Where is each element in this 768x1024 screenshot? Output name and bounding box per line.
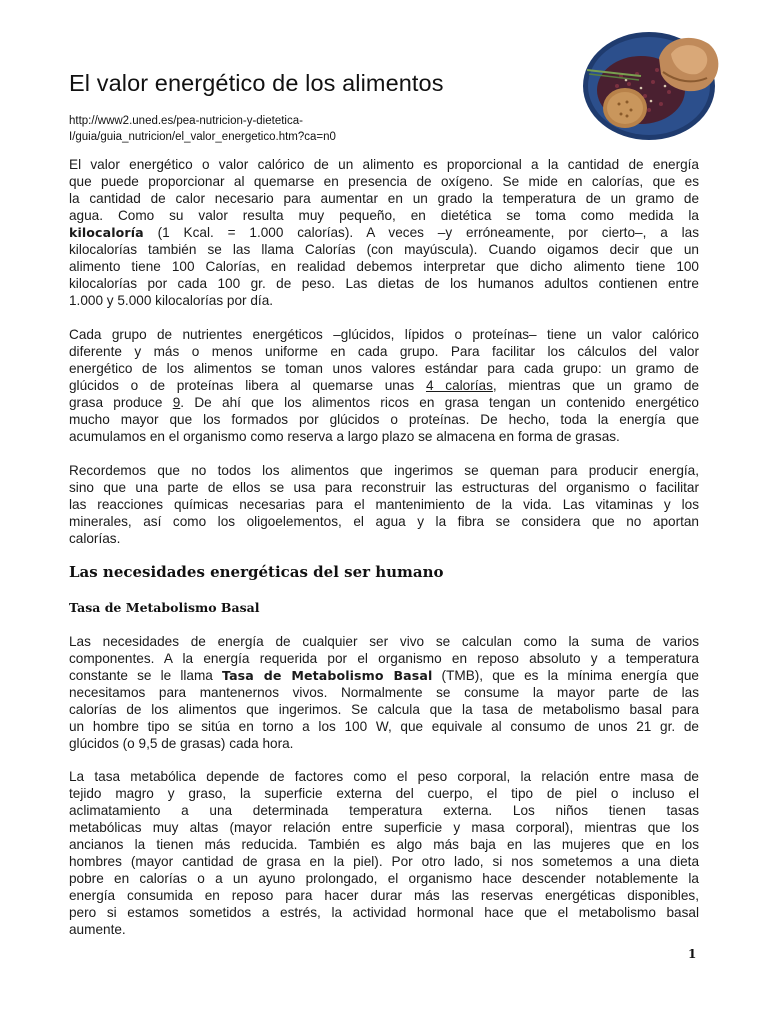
text-line: agua. Como su valor resulta muy pequeño, en dietética se toma como medida la [69, 208, 699, 223]
text-line: tejido magro y graso, la superficie externa del cuerpo, el tipo de piel o incluso el [69, 786, 699, 801]
text-line: la cantidad de calor necesario para aumentar en un grado la temperatura de un gramo de [69, 191, 699, 206]
text-line: las reacciones químicas necesarias para el mantenimiento de la vida. Las vitaminas y los [69, 497, 699, 512]
text-line [69, 394, 699, 411]
food-plate-image [581, 26, 729, 142]
page-title: El valor energético de los alimentos [69, 70, 444, 96]
text-line: kilocalorías también se las llama Calorías (con mayúscula). Cuando oigamos decir que un [69, 242, 699, 257]
text-line: 1.000 y 5.000 kilocalorías por día. [69, 293, 274, 308]
needs-paragraph [69, 633, 699, 752]
text-line: La tasa metabólica depende de factores como el peso corporal, la relación entre masa de [69, 769, 699, 784]
text-fragment: (TMB), que es la mínima energía que [432, 668, 699, 683]
text-line: necesitamos para mantenernos vivos. Normalmente se consume la mayor parte de las [69, 685, 699, 700]
text-fragment: glúcidos o de proteínas libera al quemarse unas [69, 378, 426, 393]
text-line: Cada grupo de nutrientes energéticos –glúcidos, lípidos o proteínas– tiene un valor calórico [69, 327, 699, 342]
nutrients-paragraph [69, 326, 699, 445]
text-line: hombres (mayor cantidad de grasa en la piel). Por otro lado, si nos sometemos a una dieta [69, 854, 699, 869]
text-line: minerales, así como los oligoelementos, el agua y la fibra se considera que no aportan [69, 514, 699, 529]
page-number: 1 [688, 947, 697, 961]
text-line: kilocalorías por cada 100 gr. de peso. Las dietas de los humanos adultos contienen entre [69, 276, 699, 291]
text-line: ancianos la tienen más reducida. También es algo más baja en las mujeres que en los [69, 837, 699, 852]
text-line: Las necesidades de energía de cualquier ser vivo se calculan como la suma de varios [69, 634, 699, 649]
four-calories-underlined: 4 calorías [425, 378, 493, 393]
source-url-line[interactable]: I/guia/guia_nutricion/el_valor_energetico.htm?ca=n0 [69, 131, 336, 143]
text-line: calorías de los alimentos que ingerimos. Se calcula que la tasa de metabolismo basal para [69, 702, 699, 717]
text-line: que puede proporcionar al quemarse en presencia de oxígeno. Se mide en calorías, que es [69, 174, 699, 189]
text-line [69, 667, 699, 684]
text-line: metabólicas muy altas (mayor relación entre superficie y masa corporal), mientras que los [69, 820, 699, 835]
kilocaloria-term: kilocaloría [69, 225, 144, 240]
text-line [69, 224, 699, 241]
nine-underlined: 9 [172, 395, 181, 410]
text-fragment: grasa produce [69, 395, 173, 410]
text-fragment: . De ahí que los alimentos ricos en grasa tengan un contenido energético [180, 395, 699, 410]
text-line: acumulamos en el organismo como reserva a largo plazo se almacena en forma de grasas. [69, 429, 620, 444]
text-line: pero si estamos sometidos a estrés, la actividad hormonal hace que el metabolismo basal [69, 905, 699, 920]
text-fragment: constante se le llama [69, 668, 222, 683]
subsection-heading: Tasa de Metabolismo Basal [69, 600, 260, 615]
section-heading: Las necesidades energéticas del ser humano [69, 563, 444, 581]
text-line: Recordemos que no todos los alimentos que ingerimos se queman para producir energía, [69, 463, 699, 478]
rate-paragraph [69, 768, 699, 938]
text-fragment: , mientras que un gramo de [492, 378, 700, 393]
recall-paragraph [69, 462, 699, 547]
tmb-term: Tasa de Metabolismo Basal [222, 668, 433, 683]
text-line: alimento tiene 100 Calorías, en realidad debemos interpretar que dicho alimento tiene 100 [69, 259, 699, 274]
text-line: diferente y más o menos uniforme en cada grupo. Para facilitar los cálculos del valor [69, 344, 699, 359]
text-line: pobre en calorías o a un ayuno prolongado, el organismo hace descender notablemente la [69, 871, 699, 886]
text-line: mucho mayor que los formados por glúcidos o proteínas. De hecho, toda la energía que [69, 412, 699, 427]
text-line: un hombre tipo se sitúa en torno a los 100 W, que equivale al consumo de unos 21 gr. de [69, 719, 699, 734]
text-line: aclimatamiento a una determinada temperatura externa. Los niños tienen tasas [69, 803, 699, 818]
text-line: sino que una parte de ellos se usa para reconstruir las estructuras del organismo o facilitar [69, 480, 699, 495]
text-line [69, 377, 699, 394]
source-url-line[interactable]: http://www2.uned.es/pea-nutricion-y-dietetica- [69, 115, 303, 127]
text-fragment: (1 Kcal. = 1.000 calorías). A veces –y erróneamente, por cierto–, a las [143, 225, 699, 240]
intro-paragraph [69, 156, 699, 309]
text-line: energía consumida en reposo para hacer durar más las reservas energéticas disponibles, [69, 888, 699, 903]
text-line: glúcidos (o 9,5 de grasas) cada hora. [69, 736, 294, 751]
text-line: componentes. A la energía requerida por el organismo en reposo absoluto y a temperatura [69, 651, 699, 666]
text-line: El valor energético o valor calórico de un alimento es proporcional a la cantidad de energía [69, 157, 699, 172]
text-line: energético de los alimentos se toman unos valores estándar para cada grupo: un gramo de [69, 361, 699, 376]
text-line: calorías. [69, 531, 121, 546]
text-line: aumente. [69, 922, 126, 937]
source-url[interactable] [69, 113, 449, 145]
